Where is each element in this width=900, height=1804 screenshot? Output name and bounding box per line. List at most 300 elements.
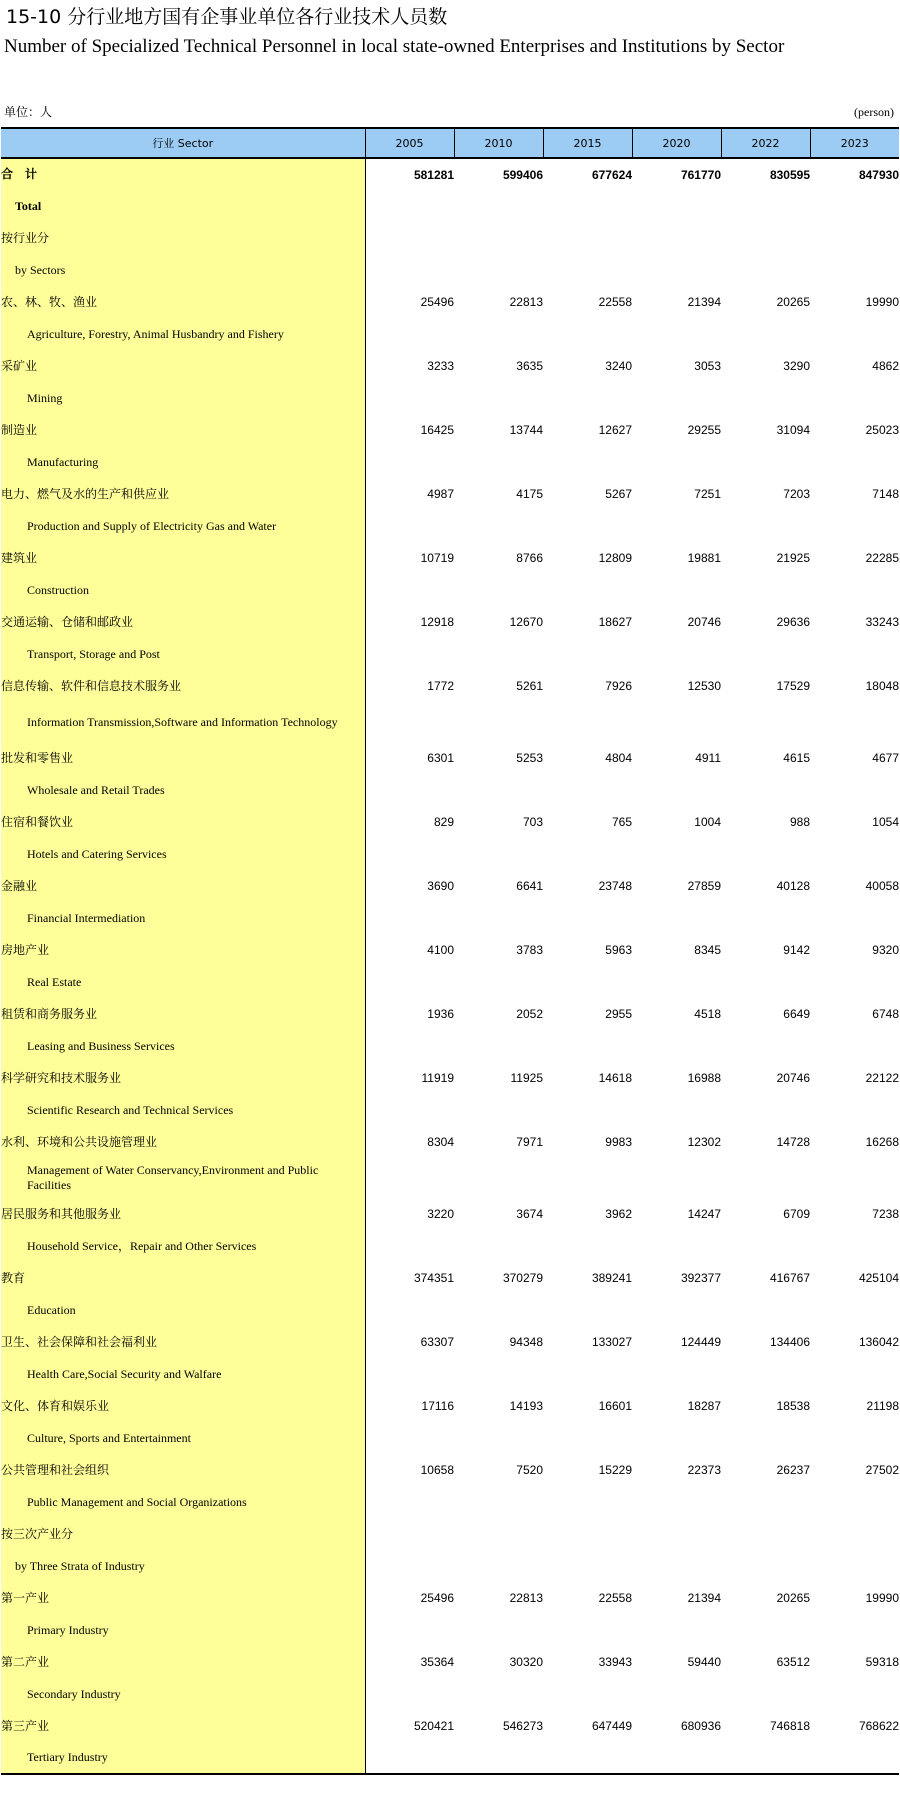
table-cell-value [721,510,810,542]
table-cell-value [632,1614,721,1646]
table-cell-value [365,1550,454,1582]
table-cell-value [365,966,454,998]
table-cell-value: 7148 [872,487,899,501]
table-cell-value: 4518 [694,1007,721,1021]
table-cell-value [365,318,454,350]
table-cell-value: 2052 [516,1007,543,1021]
table-cell-value [543,1550,632,1582]
table-cell-value: 425104 [858,1271,899,1285]
row-label: Total [1,190,365,222]
table-row [1,1550,899,1582]
table-cell-value [810,382,899,414]
table-row [1,414,899,446]
table-cell-value: 18048 [865,679,899,693]
table-cell-value: 16988 [687,1071,721,1085]
table-cell-value [810,1358,899,1390]
table-cell-value [632,902,721,934]
table-cell-value [810,1294,899,1326]
table-row [1,1678,899,1710]
table-body [1,158,899,1774]
table-cell-value [543,1486,632,1518]
table-cell-value [454,510,543,542]
table-cell-value: 22285 [865,551,899,565]
table-cell-value [721,1518,810,1550]
table-cell-value: 40058 [865,879,899,893]
row-label: 住宿和餐饮业 [1,806,365,838]
table-cell-value: 19881 [687,551,721,565]
row-label: Tertiary Industry [1,1742,365,1774]
table-cell-value: 15229 [598,1463,632,1477]
table-cell-value: 768622 [858,1719,899,1733]
table-cell-value [365,254,454,286]
table-cell-value [454,1230,543,1262]
table-row [1,1230,899,1262]
table-cell-value: 8304 [427,1135,454,1149]
table-cell-value: 389241 [591,1271,632,1285]
table-cell-value: 12530 [687,679,721,693]
table-cell-value: 4615 [783,751,810,765]
table-cell-value [454,574,543,606]
row-label: 合 计 [1,158,365,190]
table-cell-value: 29255 [687,423,721,437]
table-row [1,902,899,934]
table-cell-value [632,774,721,806]
table-cell-value: 22558 [598,295,632,309]
table-cell-value [454,966,543,998]
table-cell-value [721,702,810,742]
table-cell-value [365,1614,454,1646]
table-row [1,1454,899,1486]
table-cell-value: 22813 [509,1591,543,1605]
table-cell-value: 19990 [865,295,899,309]
table-cell-value: 22558 [598,1591,632,1605]
table-cell-value [365,1094,454,1126]
table-cell-value [365,702,454,742]
table-cell-value: 21925 [776,551,810,565]
table-cell-value [365,1422,454,1454]
table-cell-value: 23748 [598,879,632,893]
table-cell-value: 31094 [776,423,810,437]
row-label: Leasing and Business Services [1,1030,365,1062]
table-cell-value [632,254,721,286]
table-row [1,1326,899,1358]
table-cell-value [721,382,810,414]
page-title-chinese: 15-10 分行业地方国有企事业单位各行业技术人员数 [6,6,448,28]
column-header-sector: 行业 Sector [1,128,365,158]
table-cell-value: 14193 [509,1399,543,1413]
row-label: Construction [1,574,365,606]
table-row [1,1614,899,1646]
table-cell-value: 12302 [687,1135,721,1149]
table-cell-value: 3690 [427,879,454,893]
column-header-year: 2023 [810,128,899,158]
table-cell-value [810,1230,899,1262]
table-cell-value [632,638,721,670]
table-cell-value [632,1094,721,1126]
table-cell-value [721,838,810,870]
table-cell-value [632,190,721,222]
table-cell-value: 20746 [776,1071,810,1085]
table-cell-value [632,966,721,998]
table-cell-value: 3635 [516,359,543,373]
table-cell-value: 3053 [694,359,721,373]
table-row [1,222,899,254]
table-cell-value [810,1486,899,1518]
row-label: 建筑业 [1,542,365,574]
table-cell-value [810,254,899,286]
row-label: Wholesale and Retail Trades [1,774,365,806]
row-label: 金融业 [1,870,365,902]
row-label: 居民服务和其他服务业 [1,1198,365,1230]
table-cell-value [543,838,632,870]
table-cell-value [543,1358,632,1390]
table-cell-value [454,902,543,934]
table-cell-value [810,222,899,254]
row-label: 公共管理和社会组织 [1,1454,365,1486]
table-cell-value [454,638,543,670]
table-cell-value: 6649 [783,1007,810,1021]
row-label: Transport, Storage and Post [1,638,365,670]
table-cell-value [454,190,543,222]
table-cell-value [810,510,899,542]
column-header-year: 2010 [454,128,543,158]
table-cell-value: 20746 [687,615,721,629]
table-row [1,1158,899,1198]
table-row [1,774,899,806]
table-cell-value [365,510,454,542]
table-row [1,1198,899,1230]
table-cell-value: 988 [789,815,810,829]
table-row [1,1390,899,1422]
row-label: Financial Intermediation [1,902,365,934]
table-cell-value: 6301 [427,751,454,765]
table-cell-value: 16425 [420,423,454,437]
table-cell-value [454,1550,543,1582]
table-cell-value: 8766 [516,551,543,565]
table-cell-value: 1054 [872,815,899,829]
table-cell-value: 847930 [858,167,899,182]
table-cell-value: 21394 [687,1591,721,1605]
table-row [1,190,899,222]
table-cell-value: 4862 [872,359,899,373]
table-cell-value: 21394 [687,295,721,309]
table-cell-value: 7971 [516,1135,543,1149]
column-header-year: 2020 [632,128,721,158]
table-cell-value: 133027 [591,1335,632,1349]
table-row [1,542,899,574]
table-cell-value [810,1030,899,1062]
column-header-year: 2022 [721,128,810,158]
table-cell-value [721,1294,810,1326]
table-row [1,1030,899,1062]
table-cell-value: 17116 [421,1399,454,1413]
table-cell-value [810,1678,899,1710]
row-label: 按行业分 [1,222,365,254]
table-cell-value: 7238 [872,1207,899,1221]
unit-label-english: (person) [854,105,894,119]
table-cell-value: 12809 [598,551,632,565]
table-cell-value [543,574,632,606]
table-row [1,1646,899,1678]
table-cell-value: 7203 [783,487,810,501]
row-label: 交通运输、仓储和邮政业 [1,606,365,638]
table-cell-value: 17529 [776,679,810,693]
row-label: Real Estate [1,966,365,998]
table-cell-value [721,1358,810,1390]
table-cell-value: 6641 [516,879,543,893]
table-cell-value [810,190,899,222]
row-label: 教育 [1,1262,365,1294]
table-cell-value: 94348 [509,1335,543,1349]
table-cell-value: 4911 [695,751,721,765]
table-cell-value: 11919 [421,1071,454,1085]
table-cell-value: 16601 [598,1399,632,1413]
table-cell-value [543,446,632,478]
row-label: by Sectors [1,254,365,286]
table-cell-value [810,1094,899,1126]
table-cell-value: 7520 [516,1463,543,1477]
row-label: Information Transmission,Software and Information Technology [1,702,365,742]
table-cell-value: 63512 [776,1655,810,1669]
row-label: by Three Strata of Industry [1,1550,365,1582]
table-cell-value [365,774,454,806]
table-cell-value: 12670 [509,615,543,629]
table-cell-value [721,966,810,998]
table-cell-value [810,446,899,478]
table-cell-value: 9142 [783,943,810,957]
table-cell-value: 19990 [865,1591,899,1605]
table-cell-value [632,838,721,870]
row-label: Public Management and Social Organizations [1,1486,365,1518]
table-row [1,934,899,966]
table-cell-value: 21198 [866,1399,899,1413]
table-header-row [1,128,899,158]
row-label: 采矿业 [1,350,365,382]
table-cell-value [365,1230,454,1262]
table-cell-value [543,1030,632,1062]
table-cell-value: 14618 [598,1071,632,1085]
table-cell-value: 3240 [605,359,632,373]
table-row [1,158,899,190]
table-cell-value [365,902,454,934]
row-label: Health Care,Social Security and Walfare [1,1358,365,1390]
unit-label-chinese: 单位：人 [4,105,53,119]
table-cell-value: 1936 [427,1007,454,1021]
table-cell-value: 22813 [509,295,543,309]
table-cell-value: 3220 [427,1207,454,1221]
table-cell-value: 10719 [420,551,454,565]
row-label: Manufacturing [1,446,365,478]
table-cell-value: 16268 [865,1135,899,1149]
table-cell-value [454,1094,543,1126]
table-cell-value: 599406 [502,167,543,182]
row-label: 卫生、社会保障和社会福利业 [1,1326,365,1358]
table-cell-value: 33243 [865,615,899,629]
table-cell-value [721,1742,810,1774]
table-row [1,606,899,638]
table-cell-value: 22373 [687,1463,721,1477]
table-row [1,1094,899,1126]
table-cell-value [810,1158,899,1198]
table-cell-value: 416767 [769,1271,810,1285]
table-cell-value [810,966,899,998]
table-cell-value [632,446,721,478]
table-cell-value: 3962 [605,1207,632,1221]
table-cell-value: 13744 [509,423,543,437]
table-cell-value: 830595 [769,167,810,182]
table-cell-value [543,966,632,998]
table-cell-value: 136042 [858,1335,899,1349]
table-cell-value: 59440 [687,1655,721,1669]
table-cell-value [365,838,454,870]
table-cell-value: 40128 [776,879,810,893]
table-cell-value [721,1614,810,1646]
table-cell-value [810,702,899,742]
table-cell-value [543,1742,632,1774]
table-cell-value [365,638,454,670]
table-cell-value [721,574,810,606]
table-cell-value [365,382,454,414]
row-label: 房地产业 [1,934,365,966]
table-row [1,1126,899,1158]
row-label: Household Service，Repair and Other Services [1,1230,365,1262]
table-cell-value: 2955 [605,1007,632,1021]
table-cell-value [810,1742,899,1774]
table-cell-value [632,222,721,254]
table-cell-value: 18538 [776,1399,810,1413]
table-cell-value [543,1094,632,1126]
row-label: 电力、燃气及水的生产和供应业 [1,478,365,510]
table-cell-value: 25023 [865,423,899,437]
table-cell-value [543,702,632,742]
table-cell-value: 4987 [427,487,454,501]
table-cell-value [365,1158,454,1198]
table-row [1,838,899,870]
table-cell-value: 374351 [413,1271,454,1285]
table-cell-value: 8345 [694,943,721,957]
table-cell-value: 18287 [687,1399,721,1413]
table-cell-value [721,774,810,806]
row-label: Primary Industry [1,1614,365,1646]
table-cell-value [454,1030,543,1062]
table-cell-value [365,1486,454,1518]
table-cell-value: 3290 [783,359,810,373]
table-cell-value [454,1518,543,1550]
table-cell-value [543,1422,632,1454]
table-cell-value [632,1550,721,1582]
table-cell-value [721,638,810,670]
table-cell-value: 134406 [769,1335,810,1349]
table-cell-value: 22122 [865,1071,899,1085]
table-cell-value: 9320 [872,943,899,957]
table-cell-value [454,1486,543,1518]
table-cell-value [365,1294,454,1326]
row-label: Mining [1,382,365,414]
table-cell-value [365,1678,454,1710]
table-cell-value [454,1358,543,1390]
table-cell-value [543,190,632,222]
table-row [1,350,899,382]
table-cell-value [365,446,454,478]
table-cell-value: 27502 [865,1463,899,1477]
table-cell-value [454,254,543,286]
table-cell-value: 3233 [427,359,454,373]
table-cell-value: 14728 [776,1135,810,1149]
row-label: Production and Supply of Electricity Gas and Water [1,510,365,542]
table-cell-value: 12918 [420,615,454,629]
table-cell-value [365,574,454,606]
row-label: 第三产业 [1,1710,365,1742]
table-cell-value: 829 [433,815,454,829]
table-cell-value [810,902,899,934]
table-cell-value: 581281 [413,167,454,182]
table-cell-value [632,382,721,414]
table-row [1,1422,899,1454]
table-cell-value: 1772 [427,679,454,693]
table-cell-value [810,638,899,670]
table-row [1,1710,899,1742]
table-cell-value [810,1518,899,1550]
table-row [1,670,899,702]
table-cell-value [721,1486,810,1518]
table-row [1,478,899,510]
table-row [1,574,899,606]
column-header-year: 2015 [543,128,632,158]
column-header-year: 2005 [365,128,454,158]
table-cell-value [454,1678,543,1710]
table-cell-value [632,1678,721,1710]
table-row [1,806,899,838]
table-cell-value: 25496 [420,295,454,309]
table-cell-value [454,1158,543,1198]
table-cell-value [810,774,899,806]
table-row [1,870,899,902]
table-cell-value [365,1742,454,1774]
table-cell-value: 4175 [516,487,543,501]
row-label: 制造业 [1,414,365,446]
table-cell-value [721,1422,810,1454]
table-cell-value: 25496 [420,1591,454,1605]
table-cell-value: 765 [611,815,632,829]
table-cell-value [721,1158,810,1198]
page-title-english: Number of Specialized Technical Personnel in local state-owned Enterprises and Institutions by Sector [4,36,785,57]
table-cell-value: 14247 [687,1207,721,1221]
row-label: Agriculture, Forestry, Animal Husbandry and Fishery [1,318,365,350]
table-row [1,1358,899,1390]
table-cell-value [543,318,632,350]
row-label: 科学研究和技术服务业 [1,1062,365,1094]
table-cell-value [632,1294,721,1326]
table-cell-value [454,774,543,806]
row-label: 租赁和商务服务业 [1,998,365,1030]
table-cell-value: 5253 [516,751,543,765]
table-cell-value [543,1294,632,1326]
table-cell-value: 703 [522,815,543,829]
table-row [1,1294,899,1326]
table-row [1,1062,899,1094]
table-cell-value: 12627 [598,423,632,437]
table-cell-value: 30320 [509,1655,543,1669]
row-label: 批发和零售业 [1,742,365,774]
table-cell-value [543,222,632,254]
table-cell-value [810,318,899,350]
table-cell-value: 4804 [605,751,632,765]
table-cell-value [810,838,899,870]
table-cell-value [543,1614,632,1646]
table-row [1,446,899,478]
table-cell-value: 124449 [680,1335,721,1349]
table-cell-value: 5267 [605,487,632,501]
